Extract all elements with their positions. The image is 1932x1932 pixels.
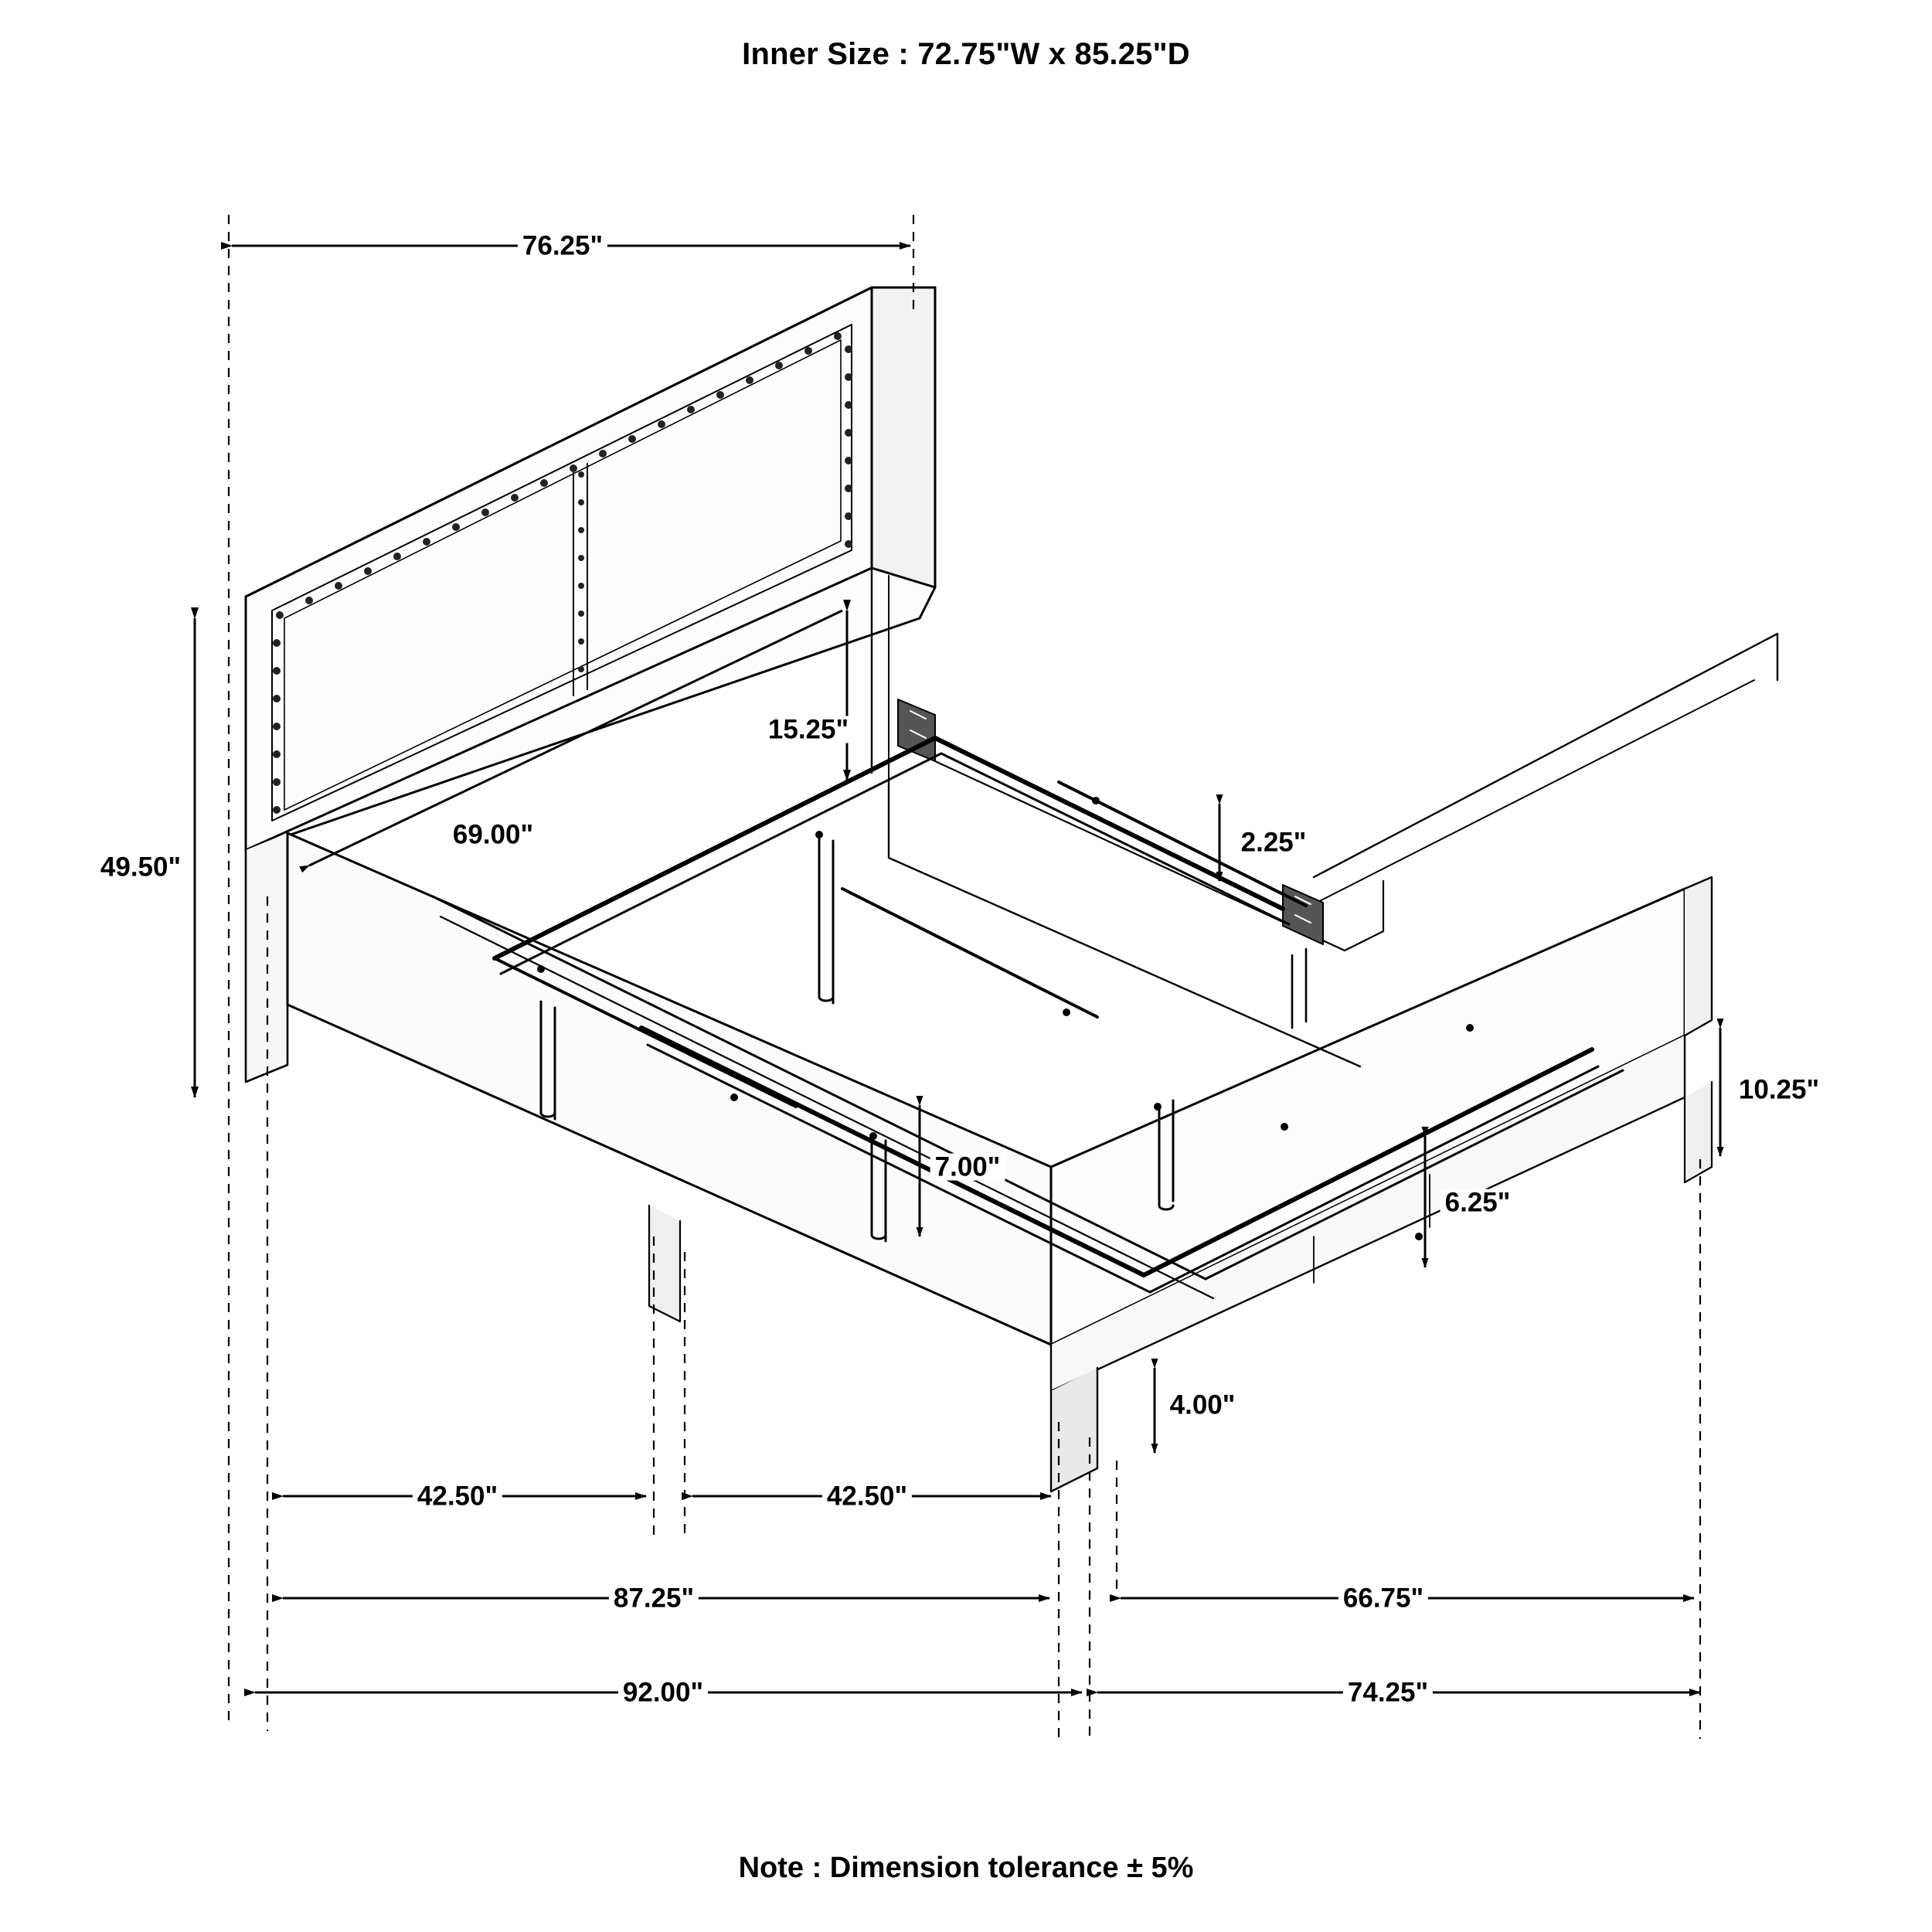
- dimension-label-headboard-width: 76.25": [518, 233, 607, 260]
- dimension-label-right-span: 42.50": [822, 1483, 912, 1510]
- dimension-label-overall-depth: 92.00": [618, 1679, 708, 1706]
- dimension-label-slat-clearance: 7.00": [930, 1154, 1005, 1181]
- dimension-label-side-rail-height: 10.25": [1734, 1077, 1824, 1104]
- dimension-label-footboard-clearance: 6.25": [1440, 1189, 1515, 1216]
- dimension-label-overall-width: 74.25": [1343, 1679, 1433, 1706]
- dimension-label-rail-offset: 2.25": [1236, 829, 1311, 856]
- dimension-label-front-depth: 87.25": [609, 1585, 699, 1612]
- dimension-label-headboard-lower-width: 69.00": [448, 821, 538, 849]
- dimension-label-headboard-panel-height: 15.25": [764, 716, 853, 743]
- dimension-label-overall-height: 49.50": [96, 854, 185, 881]
- dimension-label-left-span: 42.50": [413, 1483, 502, 1510]
- dimension-label-leg-height: 4.00": [1165, 1392, 1240, 1419]
- dimension-label-back-depth: 66.75": [1338, 1585, 1428, 1612]
- page-title: Inner Size : 72.75"W x 85.25"D: [742, 37, 1190, 71]
- tolerance-note: Note : Dimension tolerance ± 5%: [738, 1852, 1194, 1884]
